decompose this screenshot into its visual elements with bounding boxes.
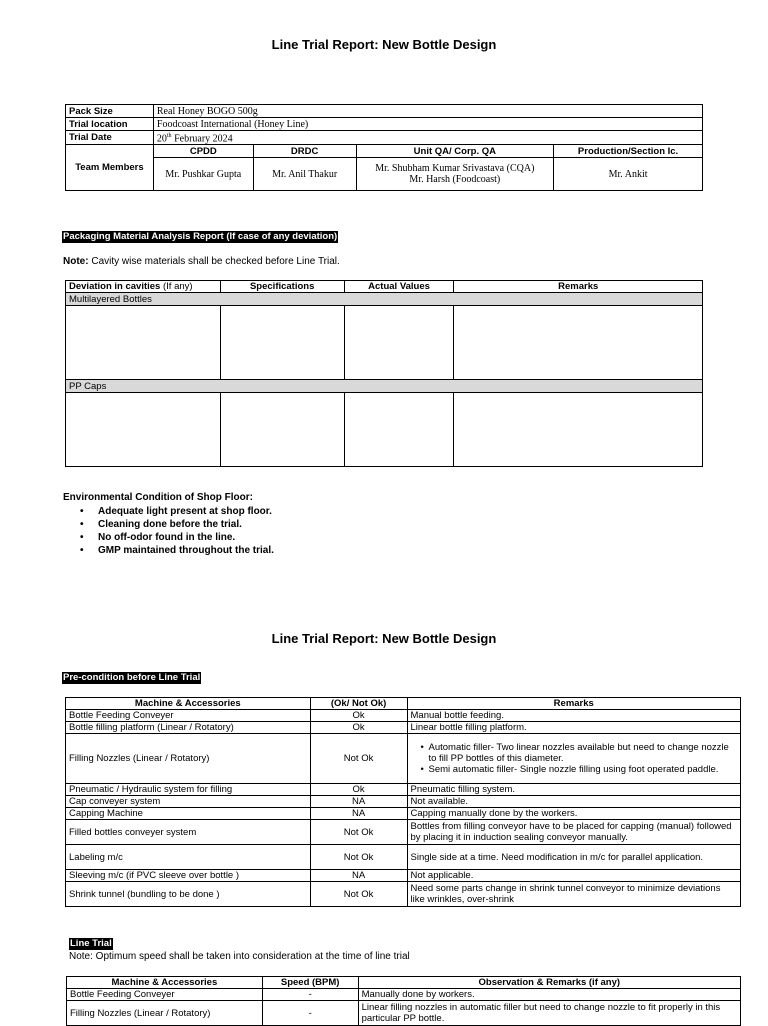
- cavity-note: Note: Cavity wise materials shall be checked before Line Trial.: [63, 256, 340, 267]
- empty-cell: [454, 306, 703, 380]
- pack-size-value: Real Honey BOGO 500g: [153, 105, 702, 118]
- pre-col-machine-header: Machine & Accessories: [66, 698, 311, 710]
- col-deviation-header: Deviation in cavities (If any): [66, 281, 221, 293]
- table-row: [66, 784, 741, 796]
- status-cell: NA: [310, 870, 407, 882]
- table-row: [67, 989, 741, 1001]
- trial-location-value: Foodcoast International (Honey Line): [153, 118, 702, 131]
- status-cell: Ok: [310, 784, 407, 796]
- remarks-cell: Not available.: [407, 796, 741, 808]
- machine-cell: Bottle Feeding Conveyer: [66, 710, 311, 722]
- line-trial-note: Note: Optimum speed shall be taken into consideration at the time of line trial: [69, 951, 410, 962]
- section-multilayered-bottles: Multilayered Bottles: [66, 293, 703, 306]
- table-row: [66, 882, 741, 907]
- remarks-cell: Need some parts change in shrink tunnel conveyor to minimize deviations like wrinkles, over-shrink: [407, 882, 741, 907]
- table-row: [66, 845, 741, 870]
- team-qa-members: Mr. Shubham Kumar Srivastava (CQA) Mr. Harsh (Foodcoast): [356, 158, 554, 191]
- empty-cell: [220, 393, 344, 467]
- line-trial-heading: Line Trial: [70, 938, 112, 949]
- machine-cell: Bottle filling platform (Linear / Rotatory): [66, 722, 311, 734]
- packaging-material-table: [65, 280, 703, 467]
- section-pp-caps: PP Caps: [66, 380, 703, 393]
- line-trial-table: [66, 976, 741, 1026]
- empty-cell: [344, 306, 454, 380]
- machine-cell: Shrink tunnel (bundling to be done ): [66, 882, 311, 907]
- environment-list: [80, 505, 274, 557]
- speed-cell: -: [262, 1001, 358, 1026]
- machine-cell: Cap conveyer system: [66, 796, 311, 808]
- team-drdc-member: Mr. Anil Thakur: [253, 158, 356, 191]
- table-row: [66, 722, 741, 734]
- remarks-cell: Manual bottle feeding.: [407, 710, 741, 722]
- team-header-qa: Unit QA/ Corp. QA: [356, 145, 554, 158]
- list-item: • Cleaning done before the trial.: [80, 518, 274, 531]
- empty-cell: [454, 393, 703, 467]
- list-item: • Adequate light present at shop floor.: [80, 505, 274, 518]
- list-item: • Automatic filler- Two linear nozzles available but need to change nozzle to fill PP bottles of this diameter.: [421, 742, 738, 764]
- remarks-cell: Linear bottle filling platform.: [407, 722, 741, 734]
- col-specifications-header: Specifications: [220, 281, 344, 293]
- trial-location-label: Trial location: [66, 118, 154, 131]
- table-row: [66, 808, 741, 820]
- trial-col-machine-header: Machine & Accessories: [67, 977, 263, 989]
- page-title-2: Line Trial Report: New Bottle Design: [271, 631, 497, 646]
- status-cell: NA: [310, 808, 407, 820]
- empty-cell: [344, 393, 454, 467]
- status-cell: Ok: [310, 710, 407, 722]
- list-item: • GMP maintained throughout the trial.: [80, 544, 274, 557]
- precondition-heading: Pre-condition before Line Trial: [63, 672, 201, 683]
- machine-cell: Bottle Feeding Conveyer: [67, 989, 263, 1001]
- table-row: [67, 1001, 741, 1026]
- machine-cell: Filling Nozzles (Linear / Rotatory): [67, 1001, 263, 1026]
- trial-info-table: [65, 104, 703, 191]
- machine-cell: Pneumatic / Hydraulic system for filling: [66, 784, 311, 796]
- remarks-cell: Manually done by workers.: [358, 989, 740, 1001]
- trial-date-label: Trial Date: [66, 131, 154, 145]
- pre-col-remarks-header: Remarks: [407, 698, 741, 710]
- table-row: [66, 734, 741, 784]
- table-row: [66, 820, 741, 845]
- machine-cell: Sleeving m/c (if PVC sleeve over bottle ): [66, 870, 311, 882]
- empty-cell: [220, 306, 344, 380]
- team-header-production: Production/Section Ic.: [554, 145, 703, 158]
- empty-cell: [66, 306, 221, 380]
- precondition-table: [65, 697, 741, 907]
- remarks-cell: Linear filling nozzles in automatic filler but need to change nozzle to fit properly in this particular PP bottle.: [358, 1001, 740, 1026]
- remarks-cell: Capping manually done by the workers.: [407, 808, 741, 820]
- table-row: [66, 710, 741, 722]
- remarks-cell: Pneumatic filling system.: [407, 784, 741, 796]
- machine-cell: Filled bottles conveyer system: [66, 820, 311, 845]
- status-cell: NA: [310, 796, 407, 808]
- status-cell: Ok: [310, 722, 407, 734]
- remarks-cell: Not applicable.: [407, 870, 741, 882]
- remarks-cell: Single side at a time. Need modification in m/c for parallel application.: [407, 845, 741, 870]
- machine-cell: Capping Machine: [66, 808, 311, 820]
- col-actual-values-header: Actual Values: [344, 281, 454, 293]
- status-cell: Not Ok: [310, 820, 407, 845]
- status-cell: Not Ok: [310, 882, 407, 907]
- team-header-drdc: DRDC: [253, 145, 356, 158]
- empty-cell: [66, 393, 221, 467]
- col-remarks-header: Remarks: [454, 281, 703, 293]
- list-item: • No off-odor found in the line.: [80, 531, 274, 544]
- team-production-member: Mr. Ankit: [554, 158, 703, 191]
- machine-cell: Filling Nozzles (Linear / Rotatory): [66, 734, 311, 784]
- team-members-label: Team Members: [66, 145, 154, 191]
- trial-col-speed-header: Speed (BPM): [262, 977, 358, 989]
- status-cell: Not Ok: [310, 734, 407, 784]
- packaging-analysis-heading: Packaging Material Analysis Report (If case of any deviation): [63, 231, 338, 242]
- team-cpdd-member: Mr. Pushkar Gupta: [153, 158, 253, 191]
- list-item: • Semi automatic filler- Single nozzle filling using foot operated paddle.: [421, 764, 738, 775]
- trial-date-value: 20th February 2024: [153, 131, 702, 145]
- page-title: Line Trial Report: New Bottle Design: [271, 37, 497, 52]
- pre-col-status-header: (Ok/ Not Ok): [310, 698, 407, 710]
- remarks-cell: [407, 734, 741, 784]
- table-row: [66, 796, 741, 808]
- remarks-cell: Bottles from filling conveyor have to be placed for capping (manual) followed by placing it in induction sealing conveyor manually.: [407, 820, 741, 845]
- trial-col-remarks-header: Observation & Remarks (if any): [358, 977, 740, 989]
- status-cell: Not Ok: [310, 845, 407, 870]
- machine-cell: Labeling m/c: [66, 845, 311, 870]
- table-row: [66, 870, 741, 882]
- team-header-cpdd: CPDD: [153, 145, 253, 158]
- speed-cell: -: [262, 989, 358, 1001]
- pack-size-label: Pack Size: [66, 105, 154, 118]
- environment-heading: Environmental Condition of Shop Floor:: [63, 492, 253, 503]
